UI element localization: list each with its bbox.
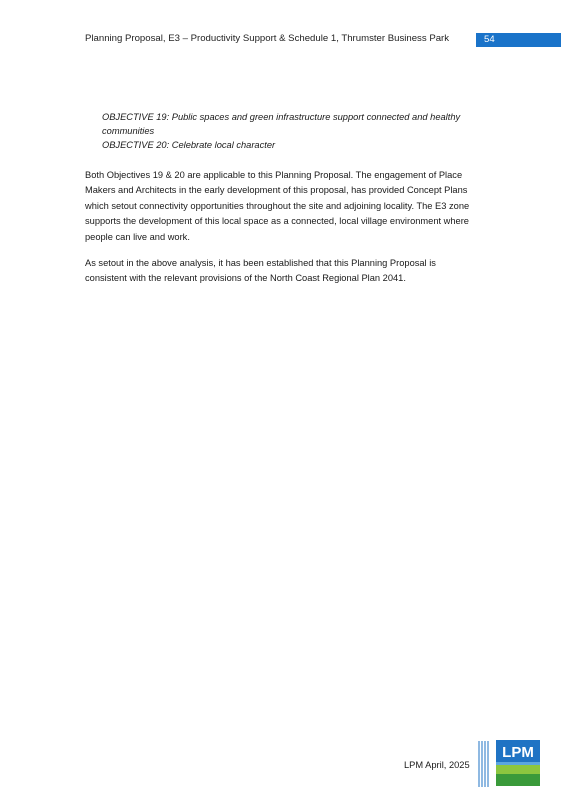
objective-19: OBJECTIVE 19: Public spaces and green infrastructure support connected and healthy communities xyxy=(102,112,461,136)
objective-20: OBJECTIVE 20: Celebrate local character xyxy=(102,140,276,150)
body-paragraph-1: Both Objectives 19 & 20 are applicable to this Planning Proposal. The engagement of Place Makers and Architects in the early development of this proposal, has provided Concept Plans which setout connectivity opportunities throughout the site and adjoining locality. The E3 zone supports the development of this local space as a connected, local village environment where people can live and work. xyxy=(85,170,470,242)
objectives-list xyxy=(102,110,472,152)
body-paragraph-2: As setout in the above analysis, it has been established that this Planning Proposal is consistent with the relevant provisions of the North Coast Regional Plan 2041. xyxy=(85,258,436,284)
page-number-badge xyxy=(476,33,561,47)
page-number: 54 xyxy=(484,34,495,45)
footer-divider-lines xyxy=(478,741,490,787)
footer-date: LPM April, 2025 xyxy=(404,760,470,770)
lpm-logo xyxy=(496,740,540,786)
logo-text: LPM xyxy=(502,744,534,761)
header-title: Planning Proposal, E3 – Productivity Support & Schedule 1, Thrumster Business Park xyxy=(85,33,450,44)
